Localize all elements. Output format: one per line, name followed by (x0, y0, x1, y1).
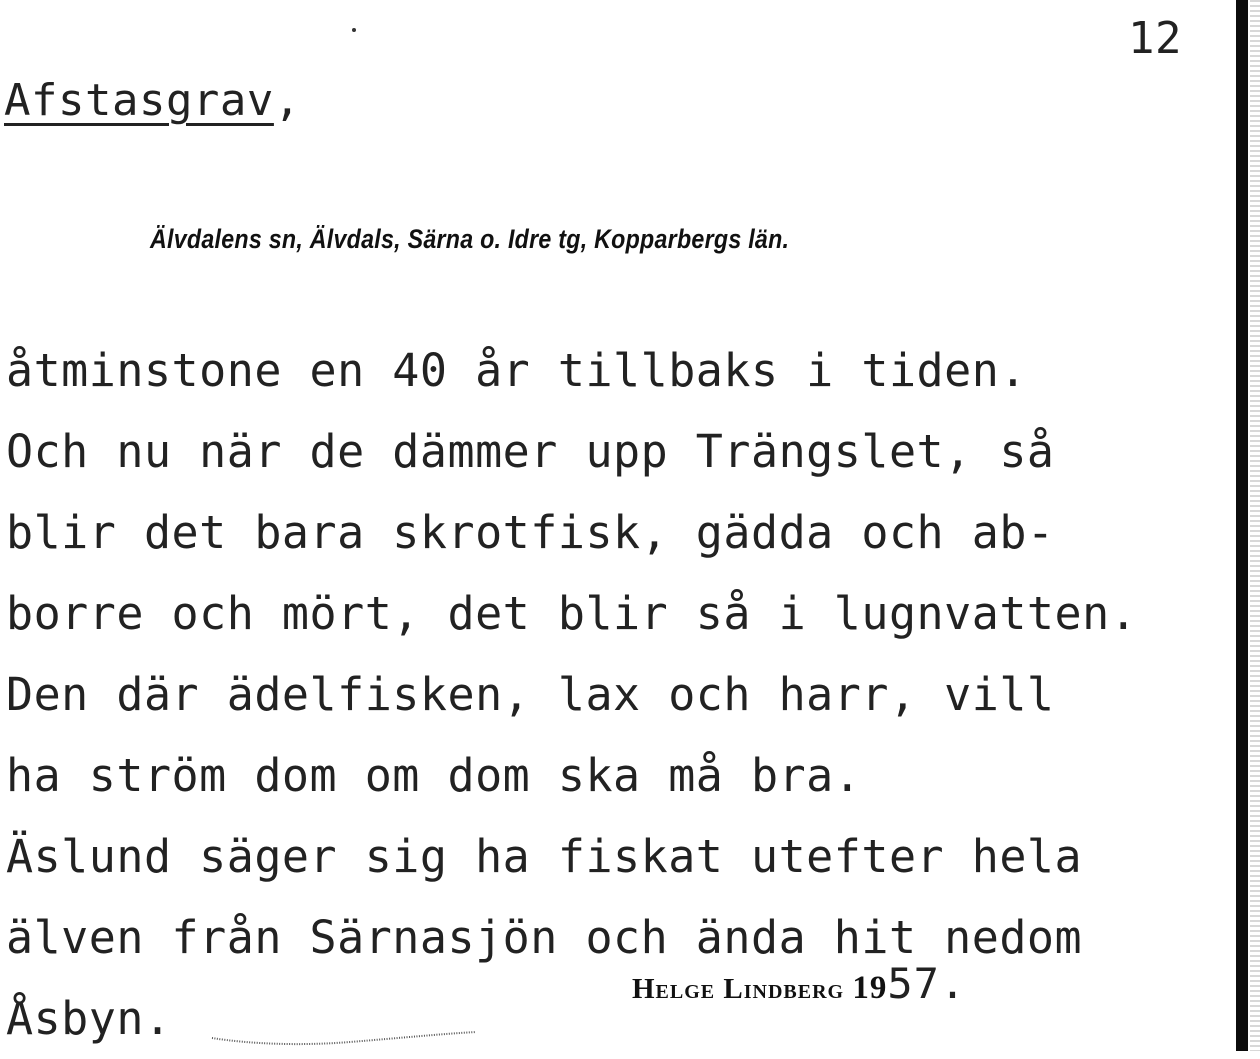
place-name: Afstasgrav (4, 75, 274, 126)
year-typed: 57 (887, 959, 940, 1008)
transcript-line: ha ström dom om dom ska må bra. (6, 749, 862, 802)
pen-stroke (210, 1030, 480, 1050)
transcript-line: älven från Särnasjön och ända hit nedom (6, 911, 1083, 964)
transcript-line: åtminstone en 40 år tillbaks i tiden. (6, 344, 1027, 397)
card-edge-border (1236, 0, 1248, 1051)
place-name-punctuation: , (273, 75, 301, 126)
collector-signature (632, 959, 966, 1008)
page-number: 12 (1128, 13, 1182, 64)
transcript-line: Äslund säger sig ha fiskat utefter hela (6, 830, 1083, 883)
collector-name: Helge Lindberg (632, 973, 845, 1005)
year-punctuation: . (939, 959, 967, 1008)
transcript-text (6, 330, 1137, 1059)
transcript-line: Och nu när de dämmer upp Trängslet, så (6, 425, 1055, 478)
transcript-line: borre och mört, det blir så i lugnvatten. (6, 587, 1138, 640)
ink-speck (352, 28, 356, 32)
card-edge-shadow (1250, 0, 1260, 1051)
transcript-line: Åsbyn. (6, 992, 172, 1045)
year-printed: 19 (852, 970, 888, 1006)
transcript-line: Den där ädelfisken, lax och harr, vill (6, 668, 1055, 721)
location-stamp: Älvdalens sn, Älvdals, Särna o. Idre tg, Kopparbergs län. (150, 224, 790, 254)
transcript-line: blir det bara skrotfisk, gädda och ab- (6, 506, 1055, 559)
place-name-heading (4, 76, 301, 126)
